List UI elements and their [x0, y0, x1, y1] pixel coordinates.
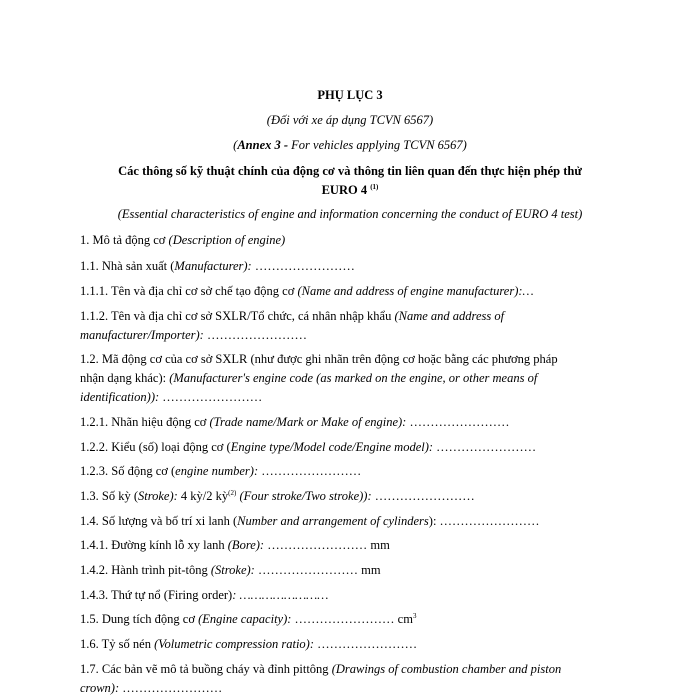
- fill-in-field: ……………………: [119, 681, 223, 695]
- main-title-line-2: [0, 183, 700, 198]
- item-1-7-cont: crown): ……………………: [80, 681, 223, 695]
- annex-description: For vehicles applying TCVN 6567): [291, 138, 467, 152]
- annex-subtitle-en: (Annex 3 - For vehicles applying TCVN 6567): [233, 138, 467, 152]
- fill-in-field: ……………………: [258, 464, 362, 478]
- item-1-2-cont-1: nhận dạng khác): (Manufacturer's engine code (as marked on the engine, or other means of: [80, 371, 538, 385]
- appendix-title: PHỤ LỤC 3: [317, 88, 383, 102]
- fill-in-field: ……………………: [203, 328, 307, 342]
- item-1-7: 1.7. Các bản vẽ mô tả buồng cháy và đỉnh pittông (Drawings of combustion chamber and piston: [80, 662, 562, 676]
- item-1-3: 1.3. Số kỳ (Stroke): 4 kỳ/2 kỳ$^{(2)}$ (Four stroke/Two stroke)): ……………………: [80, 488, 475, 503]
- item-1-4-1: 1.4.1. Đường kính lỗ xy lanh (Bore): …………………… mm: [80, 538, 390, 552]
- main-title-line-1: Các thông số kỹ thuật chính của động cơ và thông tin liên quan đến thực hiện phép thử: [118, 164, 582, 178]
- fill-in-field: ……………………: [406, 415, 510, 429]
- item-1-4-2: 1.4.2. Hành trình pit-tông (Stroke): …………………… mm: [80, 563, 381, 577]
- fill-in-field: ……………………: [371, 489, 475, 503]
- main-title-euro: EURO 4: [321, 183, 368, 197]
- footnote-ref-2: (2): [228, 488, 237, 497]
- item-1-2: 1.2. Mã động cơ của cơ sở SXLR (như được ghi nhãn trên động cơ hoặc bằng các phương pháp: [80, 352, 558, 366]
- item-1-6: 1.6. Tỷ số nén (Volumetric compression ratio): ……………………: [80, 637, 418, 651]
- fill-in-field: ……………………: [433, 440, 537, 454]
- annex-number: Annex 3 -: [237, 138, 289, 152]
- fill-in-field: ……………………: [159, 390, 263, 404]
- item-1-5: 1.5. Dung tích động cơ (Engine capacity): …………………… $cm^3$: [80, 611, 417, 626]
- item-1-4: 1.4. Số lượng và bố trí xi lanh (Number and arrangement of cylinders): ……………………: [80, 514, 540, 528]
- item-1-1-2-cont: manufacturer/Importer): ……………………: [80, 328, 307, 342]
- item-1-2-2: 1.2.2. Kiểu (số) loại động cơ (Engine type/Model code/Engine model): ……………………: [80, 440, 537, 454]
- item-1-1: 1.1. Nhà sản xuất (Manufacturer): ……………………: [80, 259, 355, 273]
- item-1-2-cont-2: identification)): ……………………: [80, 390, 263, 404]
- unit-exponent: 3: [412, 611, 417, 620]
- item-1: 1. Mô tả động cơ (Description of engine): [80, 233, 286, 247]
- item-1-4-3: 1.4.3. Thứ tự nổ (Firing order): ……………………: [80, 588, 329, 602]
- appendix-subtitle-vi: (Đối với xe áp dụng TCVN 6567): [266, 113, 434, 127]
- main-title-english: (Essential characteristics of engine and information concerning the conduct of EURO 4 test): [117, 207, 583, 221]
- fill-in-field: ……………………: [314, 637, 418, 651]
- item-1-2-3: 1.2.3. Số động cơ (engine number): ……………………: [80, 464, 362, 478]
- item-1-1-1: 1.1.1. Tên và địa chỉ cơ sở chế tạo động cơ (Name and address of engine manufacturer):…: [80, 284, 534, 298]
- fill-in-field: ……………………: [251, 259, 355, 273]
- item-1-2-1: 1.2.1. Nhãn hiệu động cơ (Trade name/Mark or Make of engine): ……………………: [80, 415, 510, 429]
- item-1-1-2: 1.1.2. Tên và địa chỉ cơ sở SXLR/Tổ chức, cá nhân nhập khẩu (Name and address of: [80, 309, 505, 323]
- footnote-ref-1: (1): [370, 182, 379, 191]
